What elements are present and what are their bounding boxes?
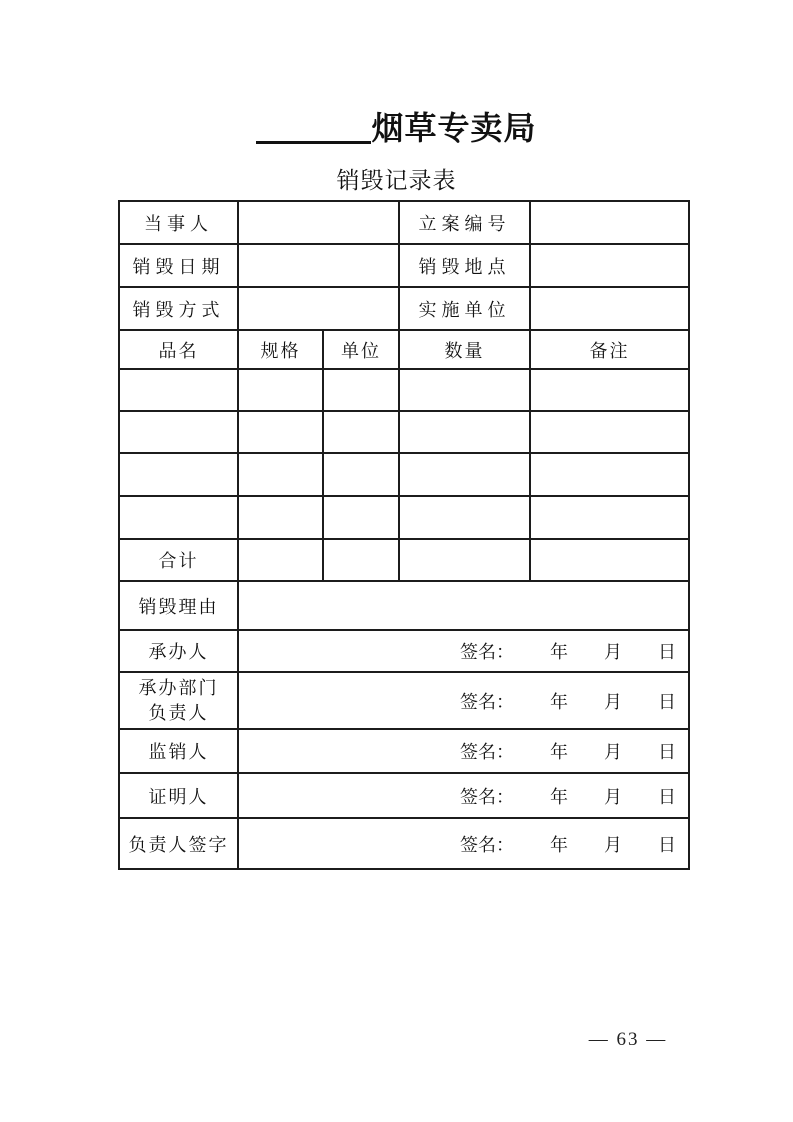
item-cell: [119, 496, 238, 539]
year-label: 年: [550, 834, 568, 855]
item-cell: [238, 496, 323, 539]
reason-value-cell: [238, 581, 689, 630]
item-row-blank: [119, 369, 689, 411]
year-label: 年: [550, 691, 568, 712]
signature-row-responsible: [119, 818, 689, 869]
month-label: 月: [604, 834, 622, 855]
signature-row-supervisor: [119, 729, 689, 773]
total-cell: [323, 539, 399, 581]
supervisor-label: 监销人: [119, 729, 238, 773]
year-label: 年: [550, 642, 568, 662]
item-cell: [323, 453, 399, 496]
destruction-record-table: [118, 200, 690, 870]
col-header-quantity: 数量: [399, 330, 530, 369]
reason-row: [119, 581, 689, 630]
case-number-value-cell: [530, 201, 689, 244]
info-row-party: [119, 201, 689, 244]
item-cell: [323, 411, 399, 453]
page-title: [0, 103, 793, 149]
item-cell: [323, 496, 399, 539]
item-header-row: [119, 330, 689, 369]
case-number-label: 立案编号: [399, 201, 530, 244]
item-cell: [119, 369, 238, 411]
destroy-place-value-cell: [530, 244, 689, 287]
total-cell: [238, 539, 323, 581]
signature-row-handler: [119, 630, 689, 672]
item-row-blank: [119, 411, 689, 453]
signature-row-dept-head: [119, 672, 689, 729]
dept-head-sign-cell: [238, 672, 689, 729]
title-blank-line: [256, 112, 371, 144]
col-header-remark: 备注: [530, 330, 689, 369]
item-cell: [399, 369, 530, 411]
reason-label: 销毁理由: [119, 581, 238, 630]
destroy-place-label: 销毁地点: [399, 244, 530, 287]
witness-sign-cell: [238, 773, 689, 818]
item-cell: [399, 411, 530, 453]
item-cell: [530, 411, 689, 453]
destroy-method-label: 销毁方式: [119, 287, 238, 330]
sign-label: 签名：: [460, 834, 514, 855]
sign-label: 签名：: [460, 742, 514, 762]
month-label: 月: [604, 642, 622, 662]
item-cell: [238, 369, 323, 411]
item-cell: [399, 453, 530, 496]
page-number: — 63 —: [588, 1029, 668, 1050]
destroy-method-value-cell: [238, 287, 399, 330]
month-label: 月: [604, 691, 622, 712]
day-label: 日: [658, 642, 676, 662]
month-label: 月: [604, 742, 622, 762]
destroy-date-label: 销毁日期: [119, 244, 238, 287]
destroy-date-value-cell: [238, 244, 399, 287]
total-label: 合计: [119, 539, 238, 581]
title-text: 烟草专卖局: [371, 110, 537, 146]
item-row-blank: [119, 496, 689, 539]
info-row-date: [119, 244, 689, 287]
info-row-method: [119, 287, 689, 330]
item-cell: [323, 369, 399, 411]
dept-head-label: 承办部门 负责人: [119, 672, 238, 729]
form-subtitle: 销毁记录表: [336, 167, 457, 193]
year-label: 年: [550, 786, 568, 807]
day-label: 日: [658, 742, 676, 762]
responsible-label: 负责人签字: [119, 818, 238, 869]
signature-row-witness: [119, 773, 689, 818]
responsible-sign-cell: [238, 818, 689, 869]
item-cell: [530, 369, 689, 411]
supervisor-sign-cell: [238, 729, 689, 773]
col-header-spec: 规格: [238, 330, 323, 369]
handler-sign-cell: [238, 630, 689, 672]
day-label: 日: [658, 691, 676, 712]
party-label: 当事人: [119, 201, 238, 244]
sign-label: 签名：: [460, 691, 514, 712]
item-cell: [530, 453, 689, 496]
day-label: 日: [658, 786, 676, 807]
item-row-blank: [119, 453, 689, 496]
total-cell: [399, 539, 530, 581]
handler-label: 承办人: [119, 630, 238, 672]
item-cell: [530, 496, 689, 539]
month-label: 月: [604, 786, 622, 807]
implement-unit-label: 实施单位: [399, 287, 530, 330]
sign-label: 签名：: [460, 786, 514, 807]
witness-label: 证明人: [119, 773, 238, 818]
item-cell: [119, 411, 238, 453]
party-value-cell: [238, 201, 399, 244]
item-cell: [238, 411, 323, 453]
sign-label: 签名：: [460, 642, 514, 662]
implement-unit-value-cell: [530, 287, 689, 330]
col-header-product-name: 品名: [119, 330, 238, 369]
item-cell: [119, 453, 238, 496]
total-cell: [530, 539, 689, 581]
year-label: 年: [550, 742, 568, 762]
day-label: 日: [658, 834, 676, 855]
item-cell: [238, 453, 323, 496]
total-row: [119, 539, 689, 581]
item-cell: [399, 496, 530, 539]
col-header-unit: 单位: [323, 330, 399, 369]
